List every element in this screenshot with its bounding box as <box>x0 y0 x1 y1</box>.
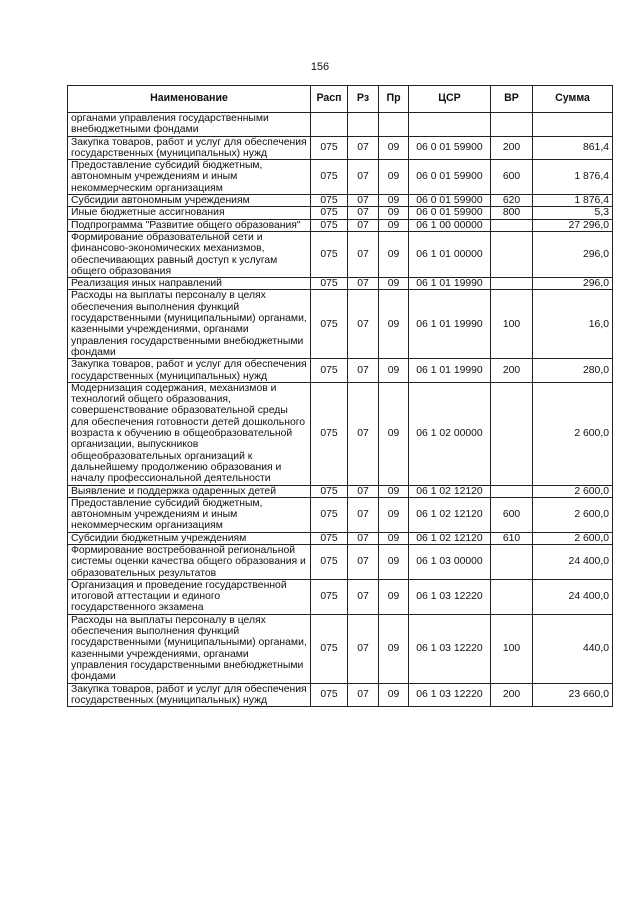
cell-sum: 280,0 <box>533 359 613 383</box>
table-row <box>68 231 613 277</box>
cell-vr: 100 <box>491 290 533 359</box>
cell-rasp: 075 <box>311 485 348 497</box>
cell-name: Иные бюджетные ассигнования <box>68 207 311 219</box>
cell-csr: 06 1 03 12220 <box>409 579 491 614</box>
cell-vr: 100 <box>491 614 533 683</box>
cell-rz: 07 <box>348 382 379 485</box>
cell-sum: 2 600,0 <box>533 382 613 485</box>
cell-csr: 06 1 03 12220 <box>409 683 491 707</box>
cell-name: Подпрограмма "Развитие общего образования" <box>68 219 311 231</box>
cell-sum: 27 296,0 <box>533 219 613 231</box>
cell-rasp: 075 <box>311 497 348 532</box>
cell-pr: 09 <box>379 485 409 497</box>
header-rz: Рз <box>348 86 379 113</box>
cell-pr: 09 <box>379 359 409 383</box>
page-number: 156 <box>310 61 330 73</box>
cell-pr: 09 <box>379 219 409 231</box>
cell-pr: 09 <box>379 683 409 707</box>
cell-csr: 06 1 01 19990 <box>409 290 491 359</box>
cell-pr: 09 <box>379 497 409 532</box>
cell-sum: 1 876,4 <box>533 195 613 207</box>
cell-sum: 296,0 <box>533 278 613 290</box>
cell-sum: 861,4 <box>533 136 613 160</box>
cell-rasp: 075 <box>311 579 348 614</box>
cell-rasp: 075 <box>311 219 348 231</box>
cell-pr: 09 <box>379 278 409 290</box>
cell-rz: 07 <box>348 219 379 231</box>
cell-rz: 07 <box>348 231 379 277</box>
cell-csr: 06 1 03 12220 <box>409 614 491 683</box>
cell-csr: 06 1 01 00000 <box>409 231 491 277</box>
cell-sum: 24 400,0 <box>533 544 613 579</box>
cell-name: Субсидии бюджетным учреждениям <box>68 532 311 544</box>
cell-rz: 07 <box>348 195 379 207</box>
cell-vr <box>491 278 533 290</box>
table-row <box>68 136 613 160</box>
cell-name: Закупка товаров, работ и услуг для обеспечения государственных (муниципальных) нужд <box>68 136 311 160</box>
cell-sum: 2 600,0 <box>533 532 613 544</box>
cell-pr: 09 <box>379 231 409 277</box>
table-row <box>68 160 613 195</box>
cell-name: Расходы на выплаты персоналу в целях обеспечения выполнения функций государственными (муниципальными) органами, казенными учреждениями, органами управления государственными внебюджетными фондами <box>68 614 311 683</box>
cell-sum: 2 600,0 <box>533 485 613 497</box>
cell-rasp: 075 <box>311 207 348 219</box>
cell-csr: 06 1 03 00000 <box>409 544 491 579</box>
cell-vr: 200 <box>491 359 533 383</box>
table-header-row <box>68 86 613 113</box>
cell-rz: 07 <box>348 614 379 683</box>
table-row <box>68 359 613 383</box>
cell-vr <box>491 219 533 231</box>
table-row <box>68 113 613 137</box>
cell-name: Организация и проведение государственной итоговой аттестации и единого государственного экзамена <box>68 579 311 614</box>
cell-rz: 07 <box>348 683 379 707</box>
cell-csr: 06 0 01 59900 <box>409 136 491 160</box>
table-row <box>68 544 613 579</box>
header-name: Наименование <box>68 86 311 113</box>
cell-sum: 24 400,0 <box>533 579 613 614</box>
cell-vr: 600 <box>491 160 533 195</box>
cell-rz: 07 <box>348 160 379 195</box>
cell-csr: 06 0 01 59900 <box>409 160 491 195</box>
budget-table <box>67 85 613 707</box>
cell-csr: 06 1 02 12120 <box>409 532 491 544</box>
cell-vr <box>491 579 533 614</box>
cell-rz: 07 <box>348 544 379 579</box>
header-pr: Пр <box>379 86 409 113</box>
cell-rasp: 075 <box>311 136 348 160</box>
table-row <box>68 278 613 290</box>
cell-rasp: 075 <box>311 195 348 207</box>
cell-csr: 06 1 00 00000 <box>409 219 491 231</box>
cell-csr: 06 1 01 19990 <box>409 359 491 383</box>
cell-rasp: 075 <box>311 532 348 544</box>
cell-vr: 620 <box>491 195 533 207</box>
cell-pr: 09 <box>379 614 409 683</box>
cell-vr <box>491 382 533 485</box>
cell-rz: 07 <box>348 290 379 359</box>
cell-name: Формирование образовательной сети и финансово-экономических механизмов, обеспечивающих равный доступ к услугам общего образования <box>68 231 311 277</box>
cell-name: Предоставление субсидий бюджетным, автономным учреждениям и иным некоммерческим организациям <box>68 160 311 195</box>
cell-csr: 06 0 01 59900 <box>409 195 491 207</box>
cell-vr <box>491 113 533 137</box>
cell-name: Расходы на выплаты персоналу в целях обеспечения выполнения функций государственными (муниципальными) органами, казенными учреждениями, органами управления государственными внебюджетными фондами <box>68 290 311 359</box>
cell-vr: 200 <box>491 683 533 707</box>
cell-pr: 09 <box>379 579 409 614</box>
cell-rasp <box>311 113 348 137</box>
table-row <box>68 382 613 485</box>
cell-name: Выявление и поддержка одаренных детей <box>68 485 311 497</box>
table-row <box>68 497 613 532</box>
cell-vr: 200 <box>491 136 533 160</box>
cell-rasp: 075 <box>311 614 348 683</box>
table-row <box>68 683 613 707</box>
table-row <box>68 195 613 207</box>
table-row <box>68 485 613 497</box>
cell-sum: 1 876,4 <box>533 160 613 195</box>
cell-rz: 07 <box>348 485 379 497</box>
cell-rz: 07 <box>348 359 379 383</box>
cell-pr: 09 <box>379 207 409 219</box>
cell-rasp: 075 <box>311 359 348 383</box>
header-sum: Сумма <box>533 86 613 113</box>
cell-vr: 600 <box>491 497 533 532</box>
cell-name: Закупка товаров, работ и услуг для обеспечения государственных (муниципальных) нужд <box>68 359 311 383</box>
cell-pr: 09 <box>379 290 409 359</box>
cell-pr: 09 <box>379 160 409 195</box>
cell-rasp: 075 <box>311 231 348 277</box>
cell-sum: 23 660,0 <box>533 683 613 707</box>
cell-sum: 16,0 <box>533 290 613 359</box>
cell-pr: 09 <box>379 136 409 160</box>
cell-pr: 09 <box>379 544 409 579</box>
table-row <box>68 290 613 359</box>
cell-csr: 06 0 01 59900 <box>409 207 491 219</box>
cell-rz: 07 <box>348 497 379 532</box>
cell-rasp: 075 <box>311 382 348 485</box>
cell-vr: 800 <box>491 207 533 219</box>
header-csr: ЦСР <box>409 86 491 113</box>
cell-name: Формирование востребованной региональной системы оценки качества общего образования и образовательных результатов <box>68 544 311 579</box>
cell-sum <box>533 113 613 137</box>
cell-name: Субсидии автономным учреждениям <box>68 195 311 207</box>
cell-pr: 09 <box>379 195 409 207</box>
cell-rz <box>348 113 379 137</box>
cell-sum: 296,0 <box>533 231 613 277</box>
header-rasp: Расп <box>311 86 348 113</box>
table-row <box>68 614 613 683</box>
cell-csr: 06 1 02 00000 <box>409 382 491 485</box>
cell-csr <box>409 113 491 137</box>
cell-rz: 07 <box>348 278 379 290</box>
cell-rasp: 075 <box>311 278 348 290</box>
cell-csr: 06 1 02 12120 <box>409 485 491 497</box>
cell-sum: 2 600,0 <box>533 497 613 532</box>
cell-csr: 06 1 01 19990 <box>409 278 491 290</box>
cell-rz: 07 <box>348 136 379 160</box>
cell-pr: 09 <box>379 382 409 485</box>
cell-name: органами управления государственными внебюджетными фондами <box>68 113 311 137</box>
table-row <box>68 579 613 614</box>
cell-rasp: 075 <box>311 160 348 195</box>
cell-rz: 07 <box>348 207 379 219</box>
cell-rz: 07 <box>348 579 379 614</box>
cell-csr: 06 1 02 12120 <box>409 497 491 532</box>
cell-name: Предоставление субсидий бюджетным, автономным учреждениям и иным некоммерческим организациям <box>68 497 311 532</box>
cell-vr <box>491 485 533 497</box>
cell-sum: 5,3 <box>533 207 613 219</box>
table-row <box>68 207 613 219</box>
table-row <box>68 219 613 231</box>
header-vr: ВР <box>491 86 533 113</box>
cell-vr <box>491 231 533 277</box>
cell-name: Модернизация содержания, механизмов и технологий общего образования, совершенствование образовательной среды для обеспечения готовности детей дошкольного возраста к обучению в общеобразовательной организации, выпускников общеобразовательных организаций к дальнейшему продолжению образования и началу профессиональной деятельности <box>68 382 311 485</box>
cell-vr <box>491 544 533 579</box>
cell-rasp: 075 <box>311 683 348 707</box>
cell-rasp: 075 <box>311 544 348 579</box>
cell-name: Закупка товаров, работ и услуг для обеспечения государственных (муниципальных) нужд <box>68 683 311 707</box>
cell-sum: 440,0 <box>533 614 613 683</box>
cell-pr <box>379 113 409 137</box>
cell-rz: 07 <box>348 532 379 544</box>
cell-vr: 610 <box>491 532 533 544</box>
table-row <box>68 532 613 544</box>
cell-pr: 09 <box>379 532 409 544</box>
cell-name: Реализация иных направлений <box>68 278 311 290</box>
cell-rasp: 075 <box>311 290 348 359</box>
